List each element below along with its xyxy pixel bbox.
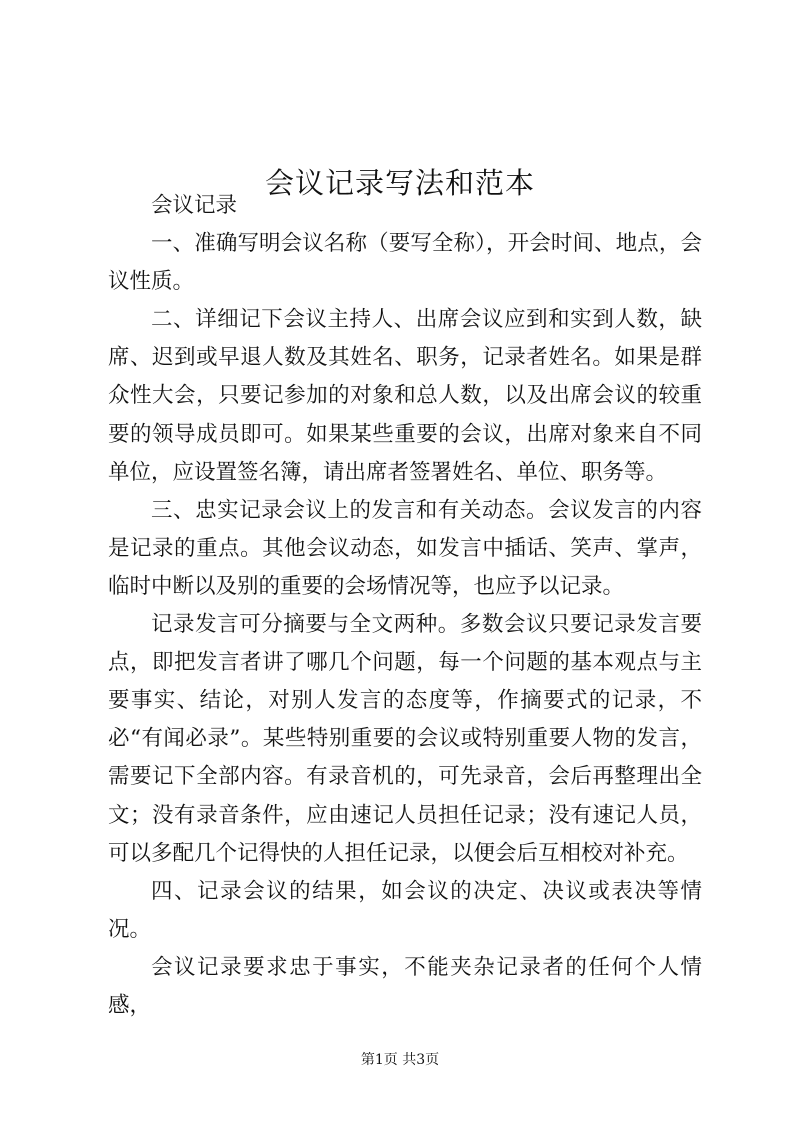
document-title: 会议记录写法和范本: [264, 166, 535, 201]
paragraph-requirements: 会议记录要求忠于事实，不能夹杂记录者的任何个人情感，: [108, 954, 702, 1018]
paragraph-item-3: 三、忠实记录会议上的发言和有关动态。会议发言的内容是记录的重点。其他会议动态，如发言中插话、笑声、掌声，临时中断以及别的重要的会场情况等，也应予以记录。: [108, 497, 702, 599]
paragraph-item-4: 四、记录会议的结果，如会议的决定、决议或表决等情况。: [108, 878, 702, 942]
page-footer: 第1页 共3页: [360, 1052, 440, 1068]
paragraph-recording-methods: 记录发言可分摘要与全文两种。多数会议只要记录发言要点，即把发言者讲了哪几个问题，每一个问题的基本观点与主要事实、结论，对别人发言的态度等，作摘要式的记录，不必“有闻必录”。某些特别重要的会议或特别重要人物的发言，需要记下全部内容。有录音机的，可先录音，会后再整理出全文；没有录音条件，应由速记人员担任记录；没有速记人员，可以多配几个记得快的人担任记录，以便会后互相校对补充。: [108, 612, 702, 866]
document-body: [108, 187, 702, 1025]
paragraph-item-2: 二、详细记下会议主持人、出席会议应到和实到人数，缺席、迟到或早退人数及其姓名、职务，记录者姓名。如果是群众性大会，只要记参加的对象和总人数，以及出席会议的较重要的领导成员即可。如果某些重要的会议，出席对象来自不同单位，应设置签名簿，请出席者签署姓名、单位、职务等。: [108, 307, 702, 485]
paragraph-item-1: 一、准确写明会议名称（要写全称），开会时间、地点，会议性质。: [108, 231, 702, 295]
section-heading: 会议记录: [151, 193, 238, 218]
